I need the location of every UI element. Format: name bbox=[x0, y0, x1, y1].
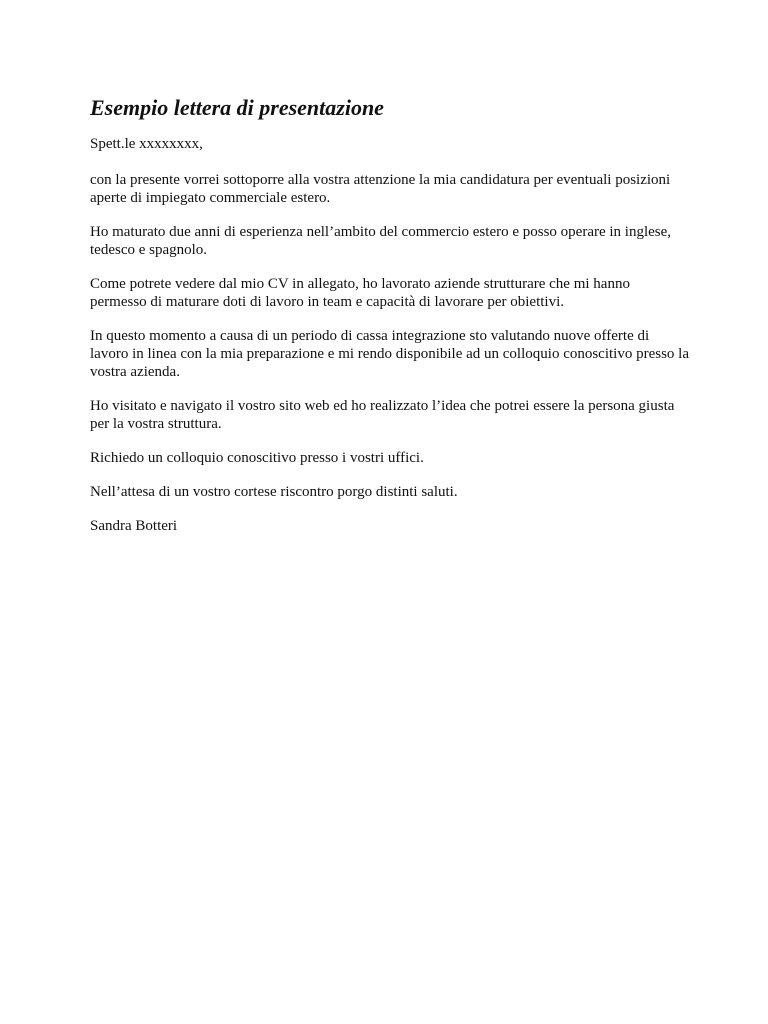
salutation: Spett.le xxxxxxxx, bbox=[90, 136, 203, 152]
paragraph-experience: Ho maturato due anni di esperienza nell’ambito del commercio estero e posso operare in inglese, tedesco e spagnolo. bbox=[90, 224, 672, 258]
paragraph-availability: In questo momento a causa di un periodo di cassa integrazione sto valutando nuove offerte di lavoro in linea con la mia preparazione e mi rendo disponibile ad un colloquio conoscitivo presso la vostra azienda. bbox=[90, 328, 689, 380]
paragraph-cv: Come potrete vedere dal mio CV in allegato, ho lavorato aziende strutturare che mi hanno permesso di maturare doti di lavoro in team e capacità di lavorare per obiettivi. bbox=[90, 276, 630, 310]
paragraph-website: Ho visitato e navigato il vostro sito web ed ho realizzato l’idea che potrei essere la persona giusta per la vostra struttura. bbox=[90, 398, 675, 432]
paragraph-closing: Nell’attesa di un vostro cortese riscontro porgo distinti saluti. bbox=[90, 484, 458, 500]
document-title: Esempio lettera di presentazione bbox=[90, 95, 384, 120]
signature: Sandra Botteri bbox=[90, 518, 178, 534]
letter-body bbox=[90, 94, 690, 551]
paragraph-intro: con la presente vorrei sottoporre alla vostra attenzione la mia candidatura per eventuali posizioni aperte di impiegato commerciale estero. bbox=[90, 172, 671, 206]
paragraph-interview-request: Richiedo un colloquio conoscitivo presso i vostri uffici. bbox=[90, 450, 424, 466]
